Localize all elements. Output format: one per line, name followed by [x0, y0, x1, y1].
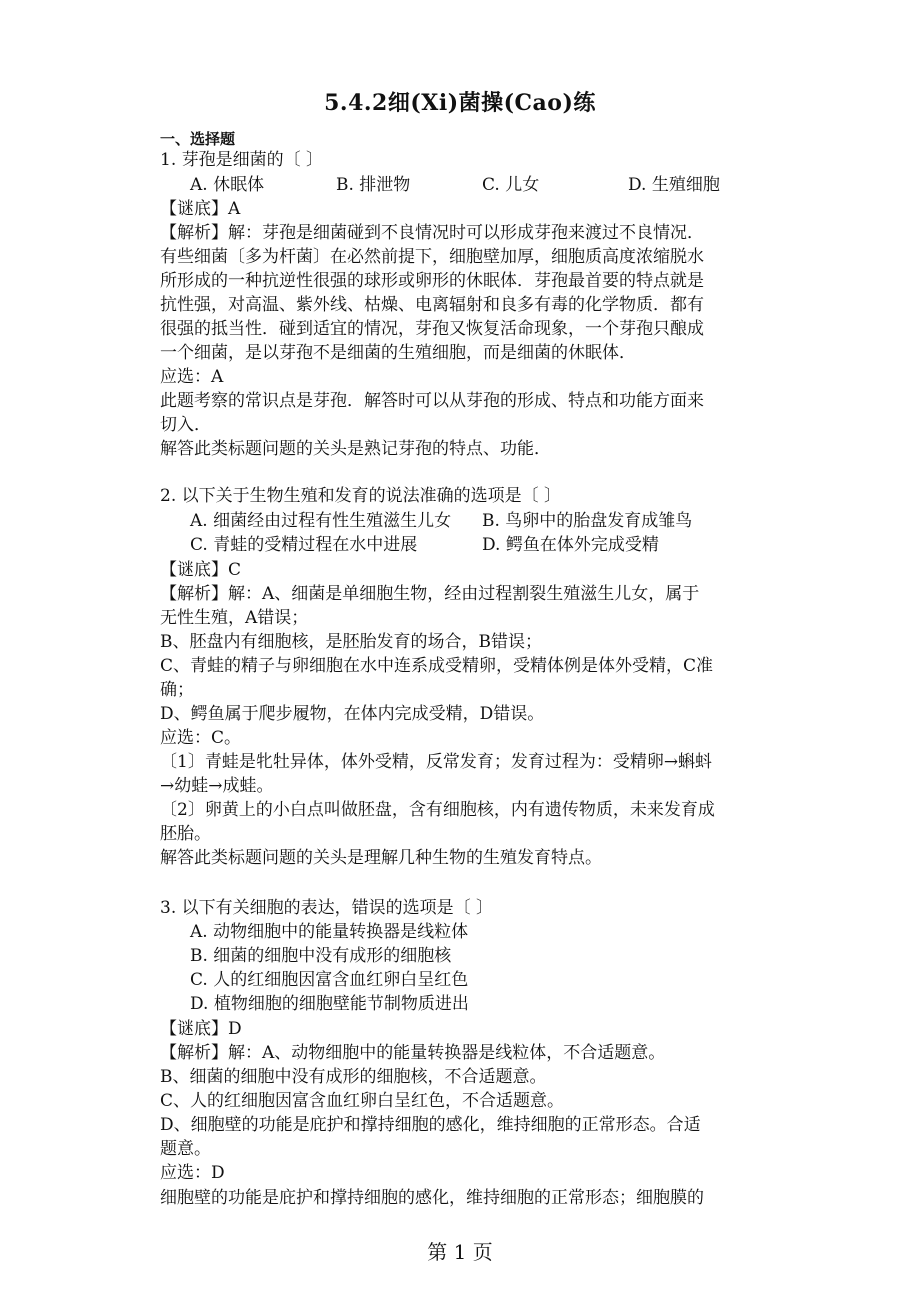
q2-option-b: B. 鸟卵中的胎盘发育成雏鸟	[482, 511, 693, 531]
q2-explanation-line: 〔1〕青蛙是牝牡异体，体外受精，反常发育；发育过程为：受精卵→蝌蚪	[160, 752, 713, 772]
q2-explanation-line: 【解析】解：A、细菌是单细胞生物，经由过程割裂生殖滋生儿女，属于	[160, 584, 700, 604]
q2-answer: 【谜底】C	[160, 560, 242, 580]
q3-option-d: D. 植物细胞的细胞壁能节制物质进出	[190, 994, 469, 1014]
q2-explanation-line: 应选：C。	[160, 728, 242, 748]
q1-option-c: C. 儿女	[482, 175, 540, 195]
q1-explanation-line: 很强的抵当性．碰到适宜的情况，芽孢又恢复活命现象，一个芽孢只酿成	[160, 319, 704, 339]
q2-explanation-line: 胚胎。	[160, 824, 211, 844]
q2-explanation-line: C、青蛙的精子与卵细胞在水中连系成受精卵，受精体例是体外受精，C准	[160, 656, 714, 676]
q3-explanation-line: 题意。	[160, 1139, 211, 1159]
q1-explanation-line: 抗性强，对高温、紫外线、枯燥、电离辐射和良多有毒的化学物质．都有	[160, 295, 704, 315]
q3-explanation-line: 【解析】解：A、动物细胞中的能量转换器是线粒体，不合适题意。	[160, 1043, 666, 1063]
q3-stem: 3. 以下有关细胞的表达，错误的选项是〔 〕	[160, 898, 494, 918]
q1-option-a: A. 休眠体	[190, 175, 265, 195]
q3-explanation-line: 细胞壁的功能是庇护和撑持细胞的感化，维持细胞的正常形态；细胞膜的	[160, 1188, 704, 1208]
q2-explanation-line: 确；	[160, 680, 194, 700]
document-title: 5.4.2细(Xi)菌操(Cao)练	[324, 90, 596, 116]
q1-explanation-line: 切入．	[160, 415, 211, 435]
q3-explanation-line: B、细菌的细胞中没有成形的细胞核，不合适题意。	[160, 1067, 547, 1087]
q3-option-a: A. 动物细胞中的能量转换器是线粒体	[190, 922, 469, 942]
q2-option-d: D. 鳄鱼在体外完成受精	[482, 535, 659, 555]
q1-option-d: D. 生殖细胞	[628, 175, 720, 195]
q2-option-a: A. 细菌经由过程有性生殖滋生儿女	[190, 511, 452, 531]
q1-answer: 【谜底】A	[160, 199, 241, 219]
q2-option-c: C. 青蛙的受精过程在水中进展	[190, 535, 418, 555]
q1-option-b: B. 排泄物	[336, 175, 411, 195]
q2-explanation-line: 解答此类标题问题的关头是理解几种生物的生殖发育特点。	[160, 848, 602, 868]
q1-explanation-line: 所形成的一种抗逆性很强的球形或卵形的休眠体．芽孢最首要的特点就是	[160, 271, 704, 291]
q3-option-b: B. 细菌的细胞中没有成形的细胞核	[190, 946, 452, 966]
q1-explanation-line: 解答此类标题问题的关头是熟记芽孢的特点、功能．	[160, 439, 551, 459]
q1-explanation-line: 【解析】解：芽孢是细菌碰到不良情况时可以形成芽孢来渡过不良情况．	[160, 223, 704, 243]
q1-stem: 1. 芽孢是细菌的〔 〕	[160, 150, 324, 170]
q3-explanation-line: D、细胞壁的功能是庇护和撑持细胞的感化，维持细胞的正常形态。合适	[160, 1115, 701, 1135]
q3-explanation-line: 应选：D	[160, 1163, 225, 1183]
q1-explanation-line: 有些细菌〔多为杆菌〕在必然前提下，细胞壁加厚，细胞质高度浓缩脱水	[160, 247, 704, 267]
q2-explanation-line: D、鳄鱼属于爬步履物，在体内完成受精，D错误。	[160, 704, 545, 724]
q1-explanation-line: 此题考察的常识点是芽孢．解答时可以从芽孢的形成、特点和功能方面来	[160, 391, 704, 411]
q2-explanation-line: 无性生殖，A错误；	[160, 608, 309, 628]
q3-explanation-line: C、人的红细胞因富含血红卵白呈红色，不合适题意。	[160, 1091, 565, 1111]
q1-explanation-line: 应选：A	[160, 367, 224, 387]
q3-option-c: C. 人的红细胞因富含血红卵白呈红色	[190, 970, 469, 990]
q2-explanation-line: 〔2〕卵黄上的小白点叫做胚盘，含有细胞核，内有遗传物质，未来发育成	[160, 800, 715, 820]
page-number: 第 1 页	[427, 1240, 493, 1264]
q2-explanation-line: →幼蛙→成蛙。	[160, 776, 274, 796]
q2-explanation-line: B、胚盘内有细胞核，是胚胎发育的场合，B错误；	[160, 632, 542, 652]
section-heading: 一、选择题	[160, 130, 236, 148]
q2-stem: 2. 以下关于生物生殖和发育的说法准确的选项是〔 〕	[160, 486, 562, 506]
q3-answer: 【谜底】D	[160, 1019, 242, 1039]
q1-explanation-line: 一个细菌，是以芽孢不是细菌的生殖细胞，而是细菌的休眠体．	[160, 343, 636, 363]
